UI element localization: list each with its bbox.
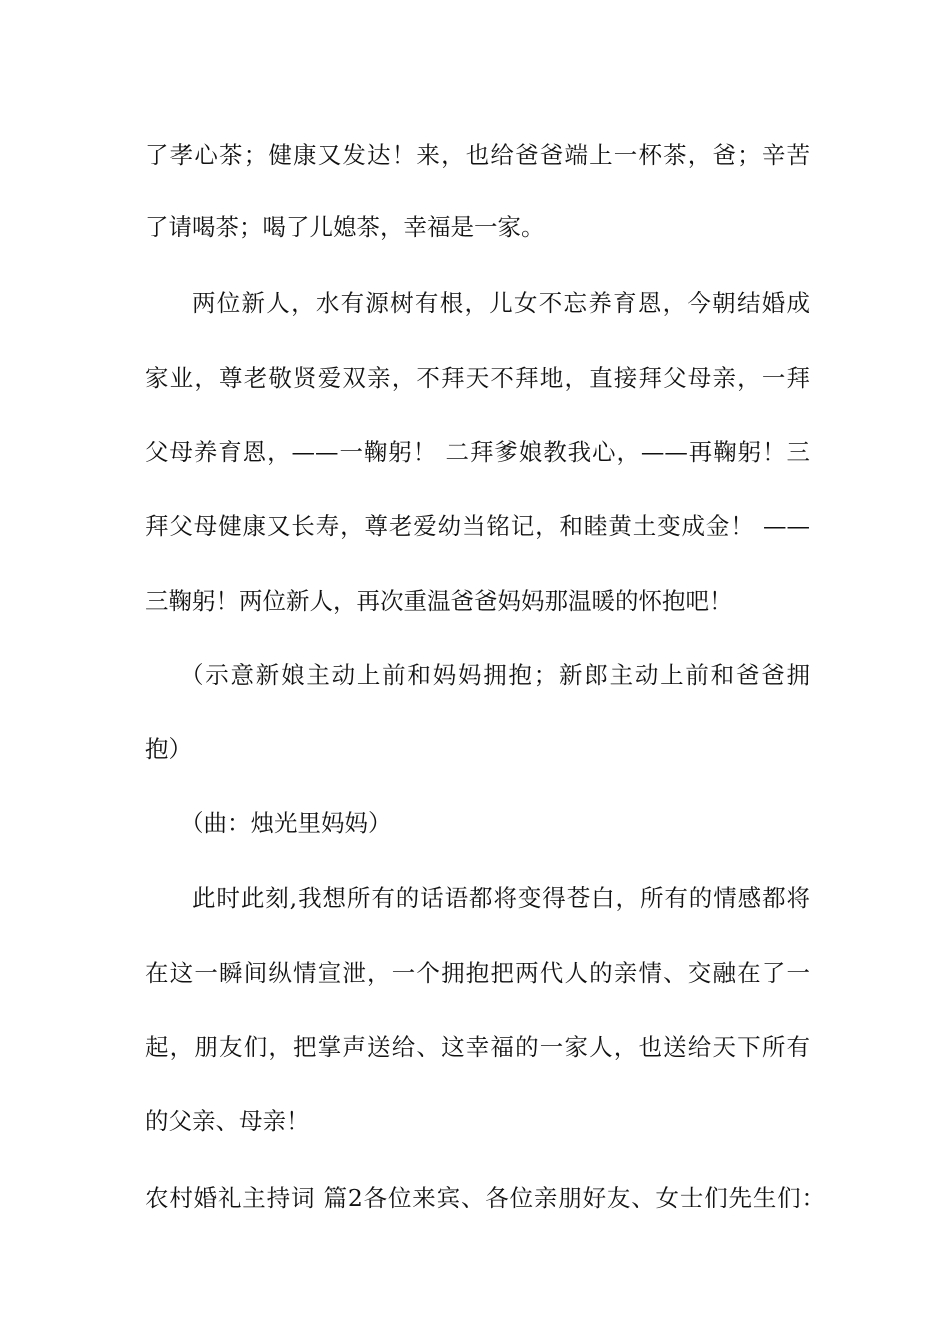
- section-heading-line: 农村婚礼主持词 篇2各位来宾、各位亲朋好友、女士们先生们：: [145, 1184, 825, 1212]
- text-line: 了孝心茶；健康又发达！来，也给爸爸端上一杯茶，爸；辛苦: [145, 141, 810, 169]
- text-line: 拜父母健康又长寿，尊老爱幼当铭记，和睦黄土变成金！ ——: [145, 512, 810, 540]
- text-line: 三鞠躬！两位新人，再次重温爸爸妈妈那温暖的怀抱吧！: [145, 587, 733, 615]
- paragraph-first-line: 此时此刻,我想所有的话语都将变得苍白，所有的情感都将: [192, 884, 810, 912]
- text-line: 在这一瞬间纵情宣泄，一个拥抱把两代人的亲情、交融在了一: [145, 959, 810, 987]
- stage-direction: （示意新娘主动上前和妈妈拥抱；新郎主动上前和爸爸拥: [180, 661, 810, 689]
- paragraph-first-line: 两位新人，水有源树有根，儿女不忘养育恩，今朝结婚成: [192, 289, 810, 317]
- text-line: 起，朋友们，把掌声送给、这幸福的一家人，也送给天下所有: [145, 1033, 810, 1061]
- text-line: 的父亲、母亲！: [145, 1107, 310, 1135]
- music-cue: （曲：烛光里妈妈）: [180, 809, 392, 837]
- text-line: 抱）: [145, 735, 192, 763]
- text-line: 家业，尊老敬贤爱双亲，不拜天不拜地，直接拜父母亲，一拜: [145, 364, 810, 392]
- text-line: 父母养育恩，——一鞠躬！ 二拜爹娘教我心，——再鞠躬！三: [145, 438, 810, 466]
- text-line: 了请喝茶；喝了儿媳茶，幸福是一家。: [145, 213, 545, 241]
